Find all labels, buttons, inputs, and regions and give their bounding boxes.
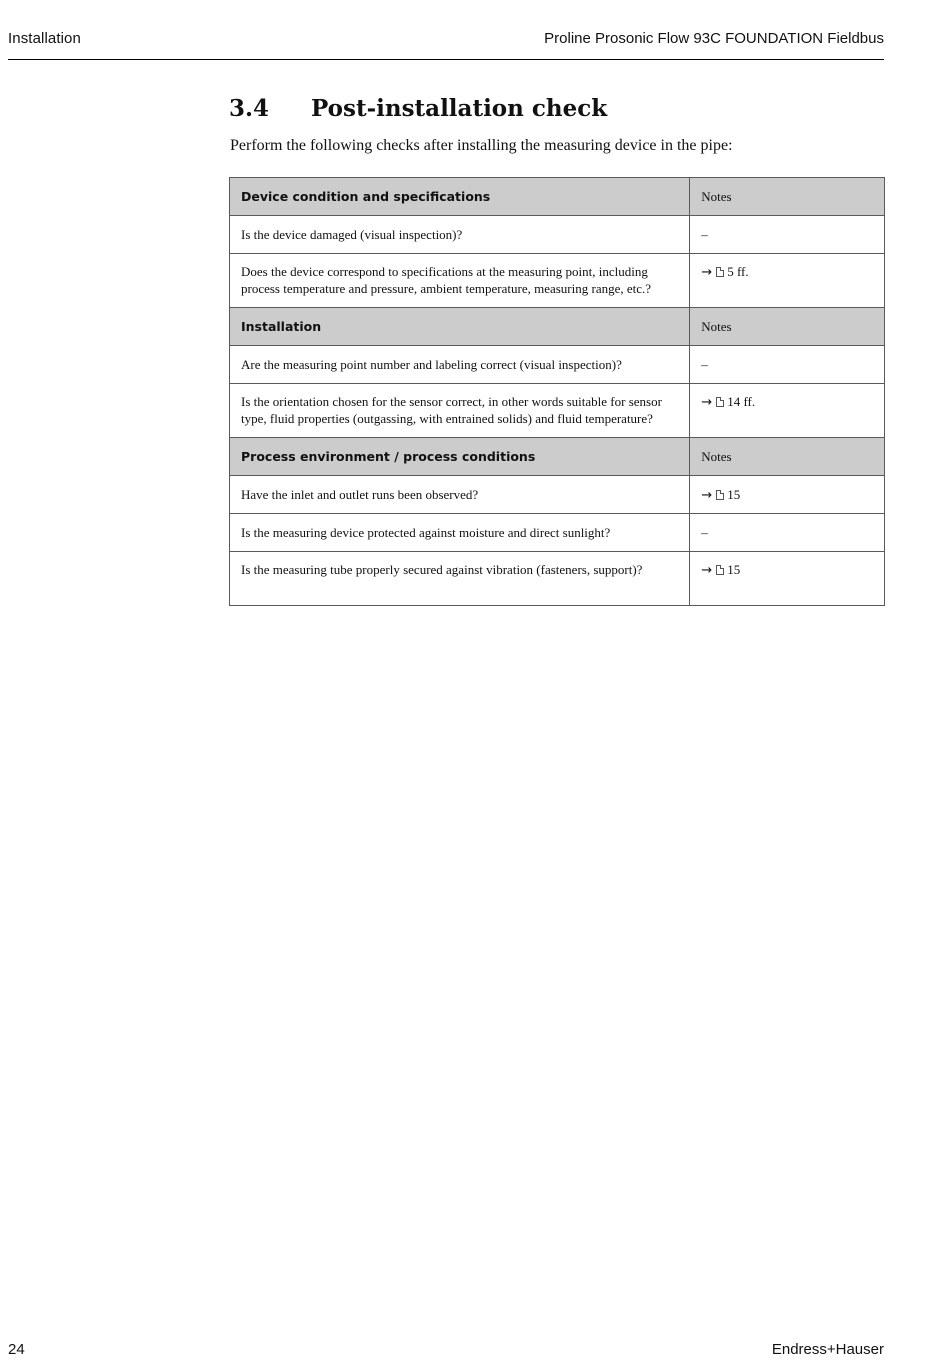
page-reference: 15 xyxy=(727,486,741,502)
check-note: – xyxy=(690,346,885,384)
section-number: 3.4 xyxy=(229,95,270,122)
table-row xyxy=(230,514,885,552)
page-number: 24 xyxy=(8,1341,25,1358)
check-note: – xyxy=(690,514,885,552)
page-reference-icon xyxy=(716,565,724,575)
header-chapter-title: Installation xyxy=(8,30,81,47)
table-row xyxy=(230,346,885,384)
section-heading xyxy=(229,95,607,122)
page-reference: 15 xyxy=(727,562,741,577)
check-question: Is the measuring device protected against moisture and direct sunlight? xyxy=(230,514,690,552)
notes-header: Notes xyxy=(690,438,885,476)
check-question: Are the measuring point number and labeling correct (visual inspection)? xyxy=(230,346,690,384)
check-question: Is the measuring tube properly secured against vibration (fasteners, support)? xyxy=(230,552,690,606)
check-note xyxy=(690,384,885,438)
page-reference-icon xyxy=(716,490,724,500)
table-row xyxy=(230,254,885,308)
page-reference: 14 ff. xyxy=(727,394,756,409)
arrow-right-icon: → xyxy=(701,395,713,410)
group-title: Device condition and specifications xyxy=(230,178,690,216)
table-row xyxy=(230,552,885,606)
arrow-right-icon: → xyxy=(701,265,713,280)
page-header xyxy=(8,30,884,60)
check-note: – xyxy=(690,216,885,254)
section-title: Post-installation check xyxy=(311,95,608,122)
notes-header: Notes xyxy=(690,178,885,216)
check-question: Is the orientation chosen for the sensor correct, in other words suitable for sensor type, fluid properties (outgassing, with entrained solids) and fluid temperature? xyxy=(230,384,690,438)
check-question: Have the inlet and outlet runs been observed? xyxy=(230,476,690,514)
group-title: Process environment / process conditions xyxy=(230,438,690,476)
table-row xyxy=(230,384,885,438)
group-title: Installation xyxy=(230,308,690,346)
table-row xyxy=(230,476,885,514)
checklist-table xyxy=(229,177,885,606)
page-reference-icon xyxy=(716,267,724,277)
check-note xyxy=(690,552,885,606)
arrow-right-icon: → xyxy=(701,487,713,503)
footer-brand: Endress+Hauser xyxy=(771,1341,884,1358)
page-reference: 5 ff. xyxy=(727,264,749,279)
arrow-right-icon: → xyxy=(701,563,713,578)
header-document-title: Proline Prosonic Flow 93C FOUNDATION Fieldbus xyxy=(544,30,884,47)
check-question: Does the device correspond to specifications at the measuring point, including process temperature and pressure, ambient temperature, measuring range, etc.? xyxy=(230,254,690,308)
notes-header: Notes xyxy=(690,308,885,346)
table-row xyxy=(230,216,885,254)
page-reference-icon xyxy=(716,397,724,407)
check-question: Is the device damaged (visual inspection)? xyxy=(230,216,690,254)
group-header-row xyxy=(230,438,885,476)
check-note xyxy=(690,254,885,308)
group-header-row xyxy=(230,178,885,216)
check-note xyxy=(690,476,885,514)
group-header-row xyxy=(230,308,885,346)
intro-paragraph: Perform the following checks after installing the measuring device in the pipe: xyxy=(230,137,733,154)
